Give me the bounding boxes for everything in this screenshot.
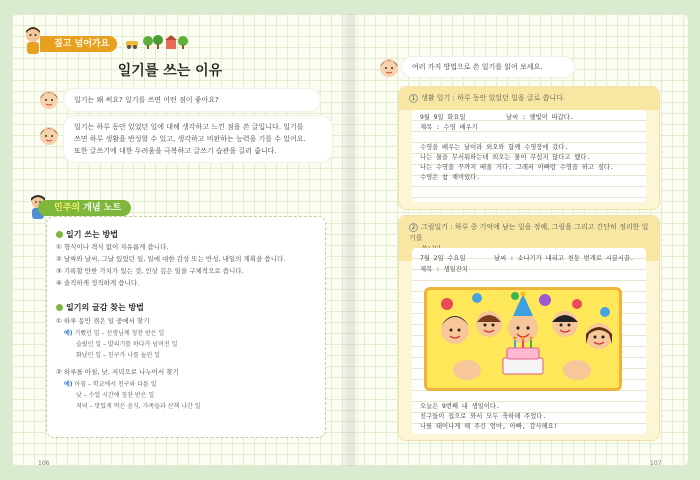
girl-face-icon [378, 56, 400, 78]
panel-number: 1 [409, 94, 418, 103]
diary-line: 수영을 배우는 날이라 외오와 함께 수영장에 갔다. [420, 144, 569, 151]
panel-header-line [409, 222, 649, 244]
diary-body [420, 402, 644, 432]
panel-number: 2 [409, 223, 418, 232]
section-heading [56, 229, 118, 240]
note-tag-name: 민주의 [54, 203, 81, 213]
diary-line: 나는 물을 무서워하는데 외오는 물이 무섭지 않다고 했다. [420, 154, 591, 161]
diary-date: 9월 9일 화요일 [420, 114, 466, 121]
example-text: 슬펐던 일 – 발리기를 하다가 넘어진 일 [76, 341, 178, 348]
section-heading-text: 일기 쓰는 방법 [66, 230, 118, 239]
bullet-dot-icon [56, 304, 63, 311]
example-text: 기뻤던 일 – 선생님께 칭찬 받은 일 [74, 330, 165, 337]
intro-bubble: 여러 가지 방법으로 쓴 일기를 읽어 보세요. [402, 57, 574, 77]
section-heading [56, 302, 144, 313]
example-marker: 예) [64, 330, 73, 337]
girl-face-icon [38, 88, 60, 110]
answer-line: 또한 글쓰기에 대한 두려움을 극복하고 글쓰기 습관을 길러 줍니다. [74, 147, 277, 155]
diary-line: 친구들이 집으로 와서 모두 축하해 주었다. [420, 413, 547, 420]
method-list [56, 241, 322, 289]
question-bubble: 일기는 왜 써요? 일기를 쓰면 어떤 점이 좋아요? [64, 89, 320, 111]
answer-bubble [64, 116, 332, 162]
panel-header-text: 그림일기 : 하루 중 기억에 남는 일을 정해, 그림을 그리고 간단히 정리한 일기를 [409, 223, 649, 242]
decoration-car-trees-icon [126, 34, 190, 50]
diary-body [420, 143, 644, 183]
diary-line: 나를 태어나게 해 주신 엄마, 아빠, 감사해요! [420, 423, 558, 430]
list-item: ① 하루 동안 겪은 일 중에서 찾기 [56, 317, 150, 325]
diary-line: 수영은 참 재미있다. [420, 174, 481, 181]
panel-header [399, 87, 659, 110]
example-row [64, 328, 314, 339]
diary-line: 나는 수영을 꾸까지 배울 거다. 그래서 아빠랑 수영을 하고 싶다. [420, 164, 614, 171]
list-item: ② 하루를 아침, 낮, 저녁으로 나누어서 찾기 [56, 368, 179, 376]
example-list [64, 379, 314, 412]
girl-face-icon [38, 124, 60, 146]
diary-weather: 날씨 : 햇빛이 따갑다. [506, 114, 574, 121]
birthday-drawing [424, 287, 622, 391]
birthday-party-illustration [427, 290, 619, 388]
bullet-dot-icon [56, 231, 63, 238]
list-item: ④ 솔직하게 정직하게 씁니다. [56, 279, 140, 287]
example-text: 화났던 일 – 친구가 나를 놀린 일 [76, 352, 160, 359]
example-row [64, 390, 314, 401]
example-row [64, 379, 314, 390]
note-tag-label: 개념 노트 [80, 203, 122, 213]
page-title: 일기를 쓰는 이유 [117, 63, 223, 79]
panel-header-text: 생활 일기 : 하루 동안 있었던 일을 글로 씁니다. [421, 94, 566, 102]
diary-title: 제목 : 생일잔치 [420, 266, 468, 273]
concept-note-tag [38, 200, 131, 216]
diary-weather: 날씨 : 소나기가 내리고 천둥 번개로 시끌시끌. [494, 255, 634, 262]
example-row [64, 350, 314, 361]
example-row [64, 339, 314, 350]
answer-line: 일기는 하루 동안 있었던 일에 대해 생각하고 느낀 점을 쓴 글입니다. 일기를 [74, 123, 304, 131]
book-gutter [340, 14, 360, 466]
list-item: ② 날짜와 날씨, 그날 있었던 일, 일에 대한 감상 또는 반성, 내일의 계획을 씁니다. [56, 255, 286, 263]
section-tag: 짚고 넘어가요 [40, 36, 117, 52]
page-number: 107 [650, 460, 662, 467]
example-text: 낮 – 수업 시간에 칭찬 받은 일 [76, 392, 155, 399]
page-number: 106 [38, 460, 50, 467]
section-heading-text: 일기의 글감 찾는 방법 [66, 303, 144, 312]
diary-date: 7월 2일 수요일 [420, 255, 466, 262]
example-text: 아침 – 학교에서 친구와 다툰 일 [74, 381, 157, 388]
example-list [64, 328, 314, 361]
example-text: 저녁 – 맛있게 먹은 음식, 가족들과 산책 나간 일 [76, 403, 201, 410]
answer-line: 쓰면 하루 생활을 반성할 수 있고, 생각하고 비판하는 능력을 기를 수 있어요. [74, 135, 306, 143]
example-row [64, 401, 314, 412]
diary-line: 오늘은 9번째 내 생일이다. [420, 403, 500, 410]
list-item: ③ 기록할 만한 가치가 있는 것, 인상 깊은 일을 구체적으로 씁니다. [56, 267, 244, 275]
diary-title: 제목 : 수영 배우기 [420, 124, 478, 131]
example-marker: 예) [64, 381, 73, 388]
list-item: ① 형식이나 격식 없이 자유롭게 씁니다. [56, 243, 169, 251]
